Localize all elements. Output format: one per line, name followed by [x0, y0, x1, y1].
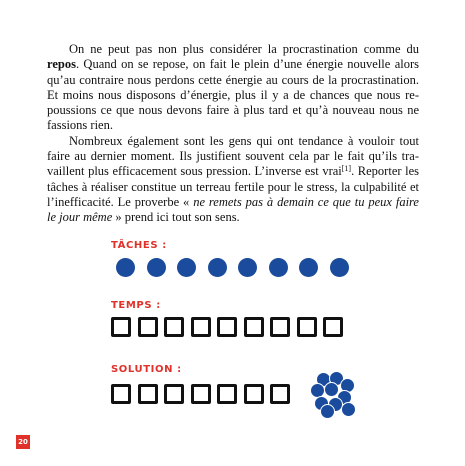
proverb: ne remets pas à demain ce que tu peux faire le jour même	[47, 194, 419, 225]
time-box	[191, 317, 211, 337]
time-box	[270, 317, 290, 337]
time-box	[138, 384, 158, 404]
body-text	[47, 42, 419, 226]
footnote-ref[interactable]: [1]	[341, 164, 352, 174]
page-number: 20	[16, 435, 30, 449]
task-cluster	[306, 370, 354, 418]
time-box	[244, 317, 264, 337]
task-dot	[177, 258, 196, 277]
time-box	[217, 384, 237, 404]
paragraph-1: On ne peut pas non plus considérer la procrastination comme du repos. Quand on se repose, on fait le plein d’une énergie nouvelle alors qu’au contraire nous perdons cette énergie au cours de la procrastination. Et moins nous disposons d’énergie, plus il y a de chances que nous repoussions ce que nous devons faire à plus tard et qu’à nouveau nous ne fassions rien.	[47, 42, 419, 133]
task-dot	[208, 258, 227, 277]
task-dot	[238, 258, 257, 277]
time-box	[111, 384, 131, 404]
tasks-label: TÂCHES :	[111, 240, 167, 251]
task-dot	[147, 258, 166, 277]
time-box	[111, 317, 131, 337]
time-box	[138, 317, 158, 337]
clustered-task-dot	[320, 404, 335, 419]
time-box	[244, 384, 264, 404]
time-box	[217, 317, 237, 337]
paragraph-2: Nombreux également sont les gens qui ont tendance à vouloir tout faire au dernier moment. Ils justifient souvent cela par le fait qu’ils travaillent plus efficacement sous pression. L’inverse est vrai[1]. Reporter les tâches à réaliser constitue un terreau fertile pour le stress, la culpabilité et l’inefficacité. Le proverbe « ne remets pas à demain ce que tu peux faire le jour même » prend ici tout son sens.	[47, 133, 419, 225]
task-dot	[299, 258, 318, 277]
bold-term: repos	[47, 57, 76, 72]
time-box	[270, 384, 290, 404]
clustered-task-dot	[341, 402, 356, 417]
time-label: TEMPS :	[111, 300, 161, 311]
task-dot	[116, 258, 135, 277]
time-box	[191, 384, 211, 404]
time-box	[323, 317, 343, 337]
time-box	[297, 317, 317, 337]
task-dot	[330, 258, 349, 277]
time-box	[164, 317, 184, 337]
task-dot	[269, 258, 288, 277]
time-box	[164, 384, 184, 404]
solution-label: SOLUTION :	[111, 364, 182, 375]
